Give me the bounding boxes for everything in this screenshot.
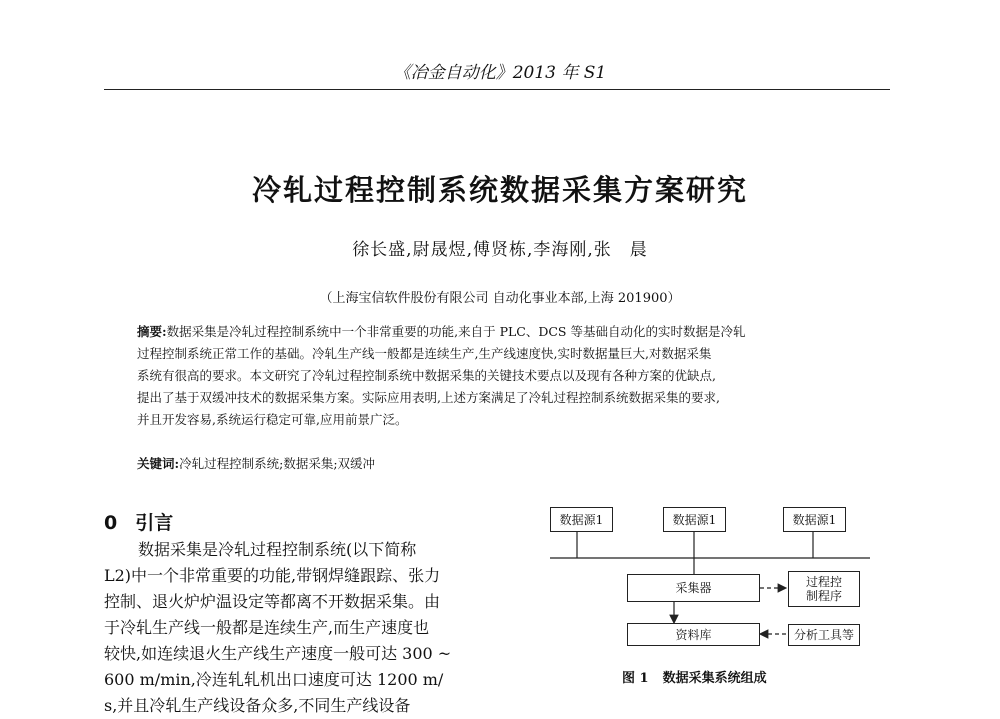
body-line: s,并且冷轧生产线设备众多,不同生产线设备: [104, 696, 411, 715]
abstract-text: 数据采集是冷轧过程控制系统中一个非常重要的功能,来自于 PLC、DCS 等基础自动化的实时数据是冷轧: [166, 324, 746, 339]
abstract-line: 提出了基于双缓冲技术的数据采集方案。实际应用表明,上述方案满足了冷轧过程控制系统数据采集的要求,: [137, 390, 720, 405]
collector-box: 采集器: [627, 574, 760, 602]
abstract-label: 摘要:: [137, 324, 167, 339]
figure-caption-text: 数据采集系统组成: [662, 671, 767, 686]
analysis-tool-box: 分析工具等: [788, 624, 860, 646]
section-heading: [104, 508, 173, 535]
abstract-line: 并且开发容易,系统运行稳定可靠,应用前景广泛。: [137, 412, 408, 427]
keywords-text: 冷轧过程控制系统;数据采集;双缓冲: [179, 456, 376, 471]
process-control-line: 过程控: [805, 575, 842, 589]
keywords-label: 关键词:: [137, 456, 180, 471]
journal-header: 《冶金自动化》2013 年 S1: [393, 63, 607, 83]
process-control-line: 制程序: [805, 589, 842, 603]
abstract-line: 系统有很高的要求。本文研究了冷轧过程控制系统中数据采集的关键技术要点以及现有各种方案的优缺点,: [137, 368, 716, 383]
database-box: 资料库: [627, 623, 760, 646]
body-line: 数据采集是冷轧过程控制系统(以下简称: [138, 540, 417, 559]
paper-authors: 徐长盛,尉晟煜,傅贤栋,李海刚,张 晨: [352, 240, 648, 260]
body-line: 控制、退火炉炉温设定等都离不开数据采集。由: [104, 592, 441, 611]
body-line: L2)中一个非常重要的功能,带钢焊缝跟踪、张力: [104, 566, 441, 585]
abstract-line: [137, 321, 872, 343]
data-source-box: 数据源1: [550, 507, 613, 532]
body-line: 600 m/min,冷连轧轧机出口速度可达 1200 m/: [104, 670, 444, 689]
keywords-line: [137, 453, 872, 475]
abstract-line: 过程控制系统正常工作的基础。冷轧生产线一般都是连续生产,生产线速度快,实时数据量巨大,对数据采集: [137, 346, 712, 361]
section-number: 0: [104, 512, 118, 534]
data-source-box: 数据源1: [663, 507, 726, 532]
figure-caption: [622, 667, 767, 686]
data-source-box: 数据源1: [783, 507, 846, 532]
paper-title: 冷轧过程控制系统数据采集方案研究: [251, 173, 748, 207]
process-control-box: [788, 571, 860, 607]
paper-affiliation: （上海宝信软件股份有限公司 自动化事业本部,上海 201900）: [319, 291, 681, 306]
figure-number: 图 1: [622, 671, 649, 686]
body-line: 于冷轧生产线一般都是连续生产,而生产速度也: [104, 618, 430, 637]
section-title: 引言: [135, 512, 174, 534]
header-rule: [104, 89, 890, 90]
body-line: 较快,如连续退火生产线生产速度一般可达 300 ~: [104, 644, 452, 663]
